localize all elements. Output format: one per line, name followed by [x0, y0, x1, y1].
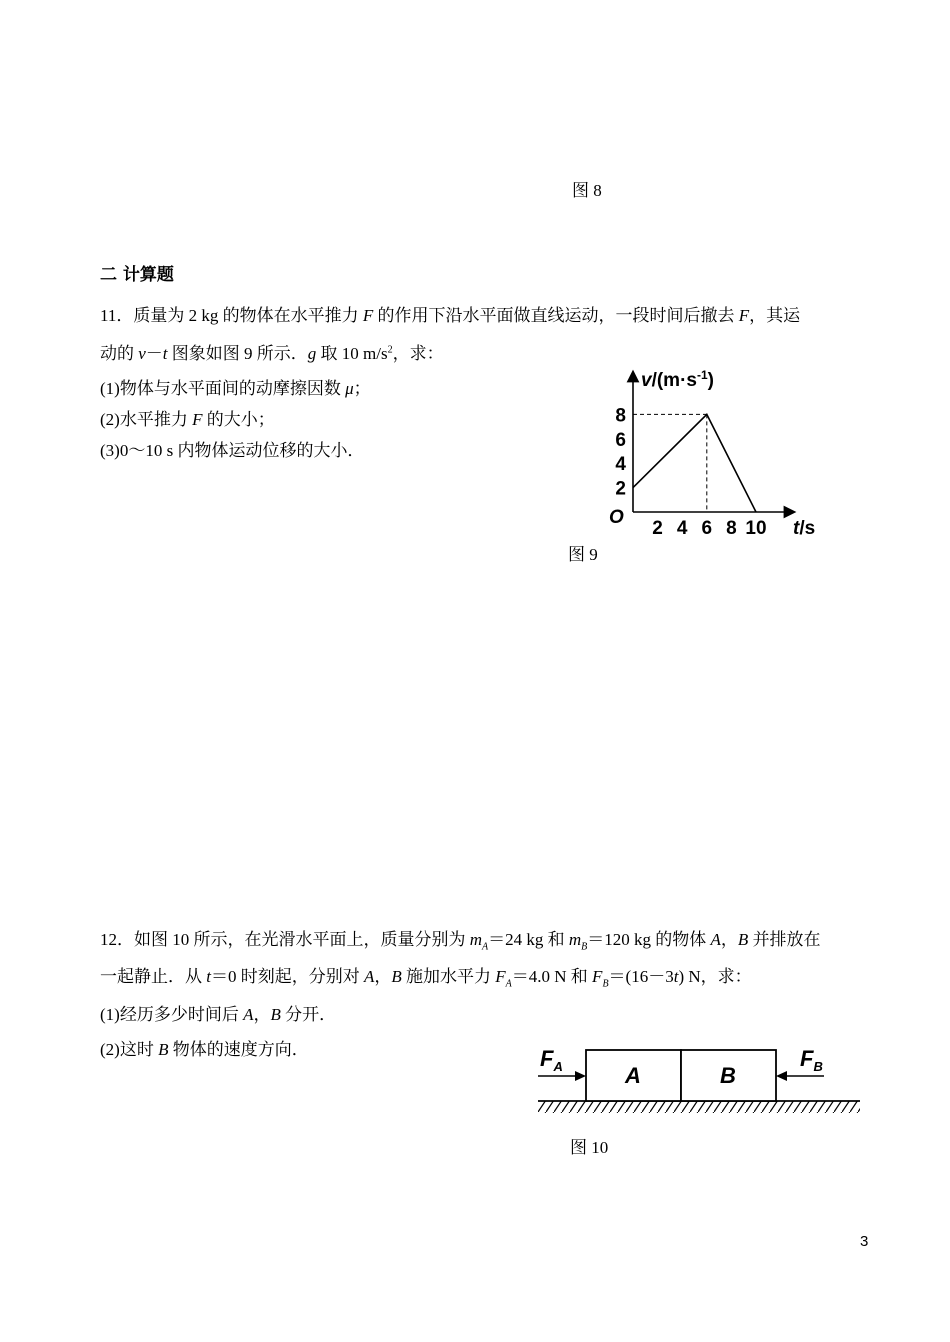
figure-10-blocks-diagram: [530, 1040, 870, 1120]
x-tick-label: 10: [745, 518, 767, 539]
x-tick-label: 6: [701, 518, 713, 539]
series-line-velocity: [633, 414, 756, 512]
figure-9-caption: 图 9: [568, 545, 598, 564]
block-b-label: B: [720, 1063, 736, 1088]
y-tick-labels: [615, 405, 626, 499]
figure-8-caption: 图 8: [572, 181, 602, 200]
x-tick-label: 2: [652, 518, 663, 539]
block-a-label: A: [625, 1063, 641, 1088]
q12-line-1: 12．如图 10 所示，在光滑水平面上，质量分别为 $m_A=24$ kg 和 $m_B=120$ kg 的物体 A，B 并排放在: [100, 930, 821, 953]
q11-part-3: (3)0～10 s 内物体运动位移的大小．: [100, 441, 365, 460]
q11-part-1: (1)物体与水平面间的动摩擦因数 μ；: [100, 379, 371, 398]
x-tick-labels: [652, 518, 766, 539]
page-number: 3: [860, 1233, 869, 1250]
origin-label: O: [609, 507, 624, 528]
y-tick-label: 2: [615, 478, 626, 500]
x-tick-label: 4: [676, 518, 688, 539]
q12-part-2: (2)这时 B 物体的速度方向．: [100, 1040, 309, 1059]
q12-line-2: 一起静止．从 t＝0 时刻起，分别对 A，B 施加水平力 $F_A=4.0$ N 和 $F_B=(16-3t)$ N，求：: [100, 967, 752, 990]
q11-line-2: 动的 v－t 图象如图 9 所示．g 取 10 $m/s^2$，求：: [100, 344, 444, 363]
y-axis-label: $v/(m\cdot s^{-1})$: [641, 368, 714, 391]
figure-9-vt-graph: [595, 362, 835, 542]
force-b-label: $F_B$: [800, 1046, 823, 1074]
figure-10-caption: 图 10: [570, 1138, 609, 1157]
ground-hatching: [538, 1101, 860, 1113]
x-axis-label: t/s: [793, 518, 816, 539]
section-title: 二 计算题: [100, 265, 174, 285]
x-tick-label: 8: [726, 518, 737, 539]
force-a-label: $F_A$: [540, 1046, 563, 1074]
dashed-guides: [633, 414, 707, 512]
q12-part-1: (1)经历多少时间后 A，B 分开．: [100, 1005, 337, 1024]
q11-part-2: (2)水平推力 F 的大小；: [100, 410, 275, 429]
q11-line-1: 11．质量为 2 kg 的物体在水平推力 F 的作用下沿水平面做直线运动，一段时间后撤去 F，其运: [100, 306, 801, 325]
y-tick-label: 4: [615, 454, 626, 476]
y-tick-label: 6: [615, 429, 626, 451]
y-tick-label: 8: [615, 405, 626, 427]
